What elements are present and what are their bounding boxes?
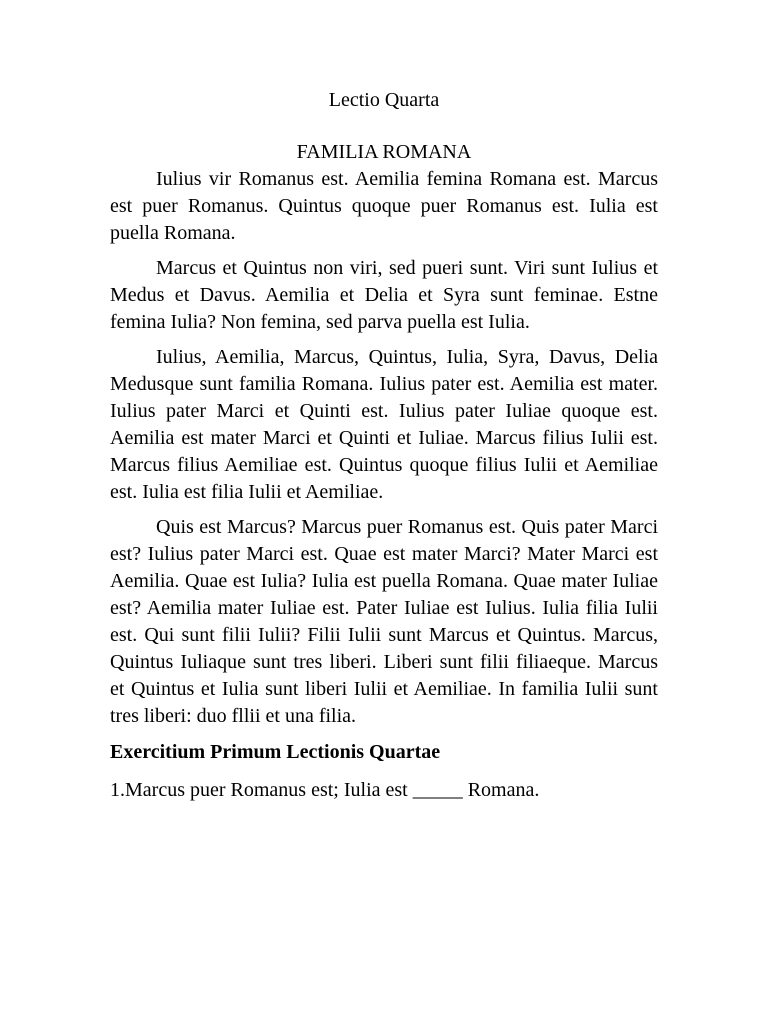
story-title: FAMILIA ROMANA [296, 141, 472, 163]
lesson-title: Lectio Quarta [328, 89, 440, 111]
document-page [110, 86, 658, 804]
paragraph-3: Iulius, Aemilia, Marcus, Quintus, Iulia, Syra, Davus, Delia Medusque sunt familia Romana. Iulius pater est. Aemilia est mater. Iulius pater Marci et Quinti est. Iulius pater Iuliae quoque est. Aemilia est mater Marci et Quinti et Iuliae. Marcus filius Iulii est. Marcus filius Aemiliae est. Quintus quoque filius Iulii et Aemiliae est. Iulia est filia Iulii et Aemiliae. [110, 346, 658, 503]
exercise-heading: Exercitium Primum Lectionis Quartae [110, 741, 441, 763]
exercise-item-1: 1.Marcus puer Romanus est; Iulia est _____ Romana. [110, 779, 540, 801]
paragraph-2: Marcus et Quintus non viri, sed pueri sunt. Viri sunt Iulius et Medus et Davus. Aemilia et Delia et Syra sunt feminae. Estne femina Iulia? Non femina, sed parva puella est Iulia. [110, 257, 658, 333]
paragraph-4: Quis est Marcus? Marcus puer Romanus est. Quis pater Marci est? Iulius pater Marci est. Quae est mater Marci? Mater Marci est Aemilia. Quae est Iulia? Iulia est puella Romana. Quae mater Iuliae est? Aemilia mater Iuliae est. Pater Iuliae est Iulius. Iulia filia Iulii est. Qui sunt filii Iulii? Filii Iulii sunt Marcus et Quintus. Marcus, Quintus Iuliaque sunt tres liberi. Liberi sunt filii filiaeque. Marcus et Quintus et Iulia sunt liberi Iulii et Aemiliae. In familia Iulii sunt tres liberi: duo fllii et una filia. [110, 516, 658, 727]
paragraph-1: Iulius vir Romanus est. Aemilia femina Romana est. Marcus est puer Romanus. Quintus quoque puer Romanus est. Iulia est puella Romana. [110, 168, 658, 244]
